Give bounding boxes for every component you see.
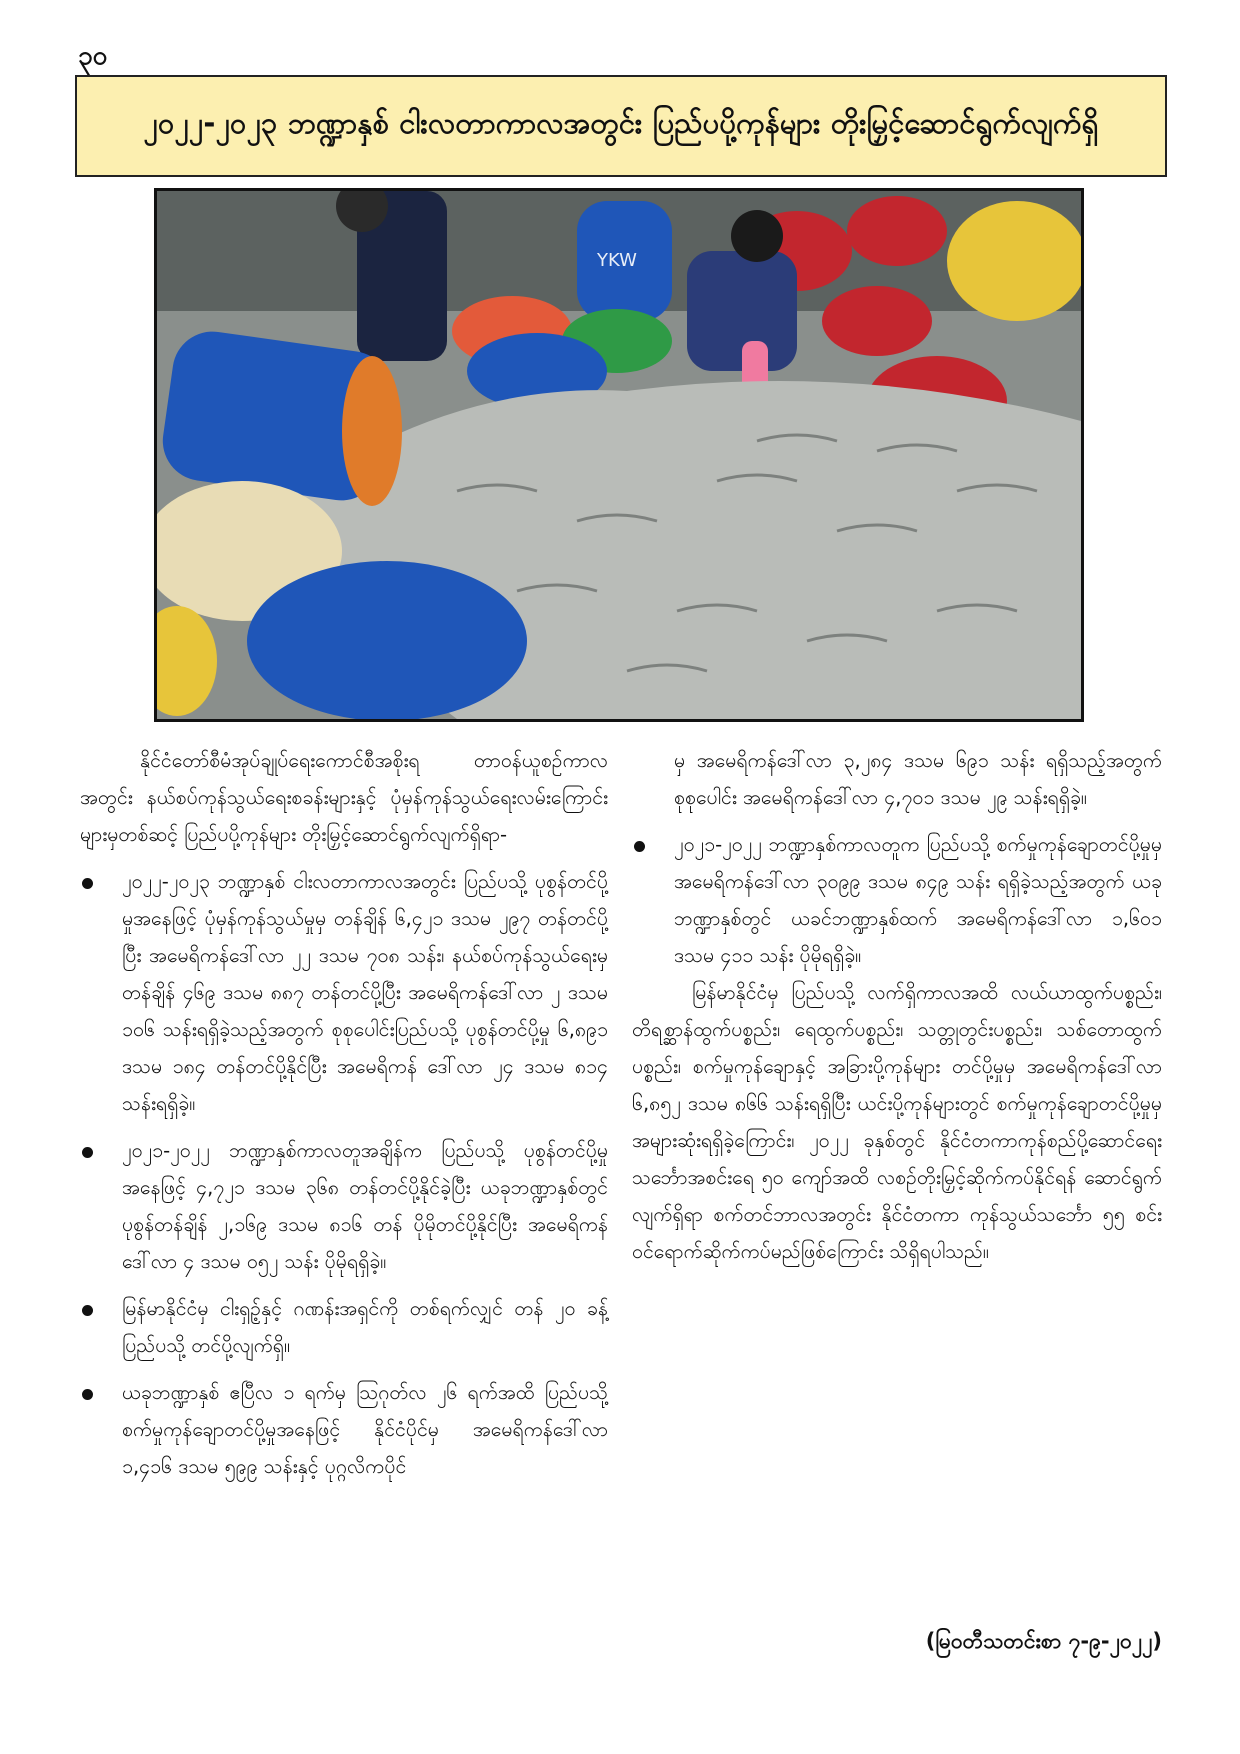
summary-paragraph: မြန်မာနိုင်ငံမှ ပြည်ပသို့ လက်ရှိကာလအထိ လယ်ယာထွက်ပစ္စည်း၊ တိရစ္ဆာန်ထွက်ပစ္စည်း၊ ရေထွက်ပစ္စည်း၊ သတ္တုတွင်းပစ္စည်း၊ သစ်တောထွက်ပစ္စည်း၊ စက်မှုကုန်ချောနှင့် အခြားပို့ကုန်များ တင်ပို့မှုမှ အမေရိကန်ဒေါ်လာ ၆,၈၅၂ ဒသမ ၈၆၆ သန်းရရှိပြီး ယင်းပို့ကုန်များတွင် စက်မှုကုန်ချောတင်ပို့မှုမှ အများဆုံးရရှိခဲ့ကြောင်း၊ ၂၀၂၂ ခုနှစ်တွင် နိုင်ငံတကာကုန်စည်ပို့ဆောင်ရေးသင်္ဘောအစင်းရေ ၅၀ ကျော်အထိ လစဉ်တိုးမြှင့်ဆိုက်ကပ်နိုင်ရန် ဆောင်ရွက်လျက်ရှိရာ စက်တင်ဘာလအတွင်း နိုင်ငံတကာ ကုန်သွယ်သင်္ဘော ၅၅ စင်း ဝင်ရောက်ဆိုက်ကပ်မည်ဖြစ်ကြောင်း သိရှိရပါသည်။ [632, 981, 1162, 1263]
barrel-rim [342, 356, 402, 506]
intro-paragraph: နိုင်ငံတော်စီမံအုပ်ချုပ်ရေးကောင်စီအစိုးရ တာဝန်ယူစဉ်ကာလအတွင်း နယ်စပ်ကုန်သွယ်ရေးစခန်းများနှင့် ပုံမှန်ကုန်သွယ်ရေးလမ်းကြောင်းများမှတစ်ဆင့် ပြည်ပပို့ကုန်များ တိုးမြှင့်ဆောင်ရွက်လျက်ရှိရာ- [80, 749, 608, 846]
bullet-text: ၂၀၂၂-၂၀၂၃ ဘဏ္ဍာနှစ် ငါးလတာကာလအတွင်း ပြည်ပသို့ ပုစွန်တင်ပို့မှုအနေဖြင့် ပုံမှန်ကုန်သွယ်မှုမှ တန်ချိန် ၆,၄၂၁ ဒသမ ၂၉၇ တန်တင်ပို့ပြီး အမေရိကန်ဒေါ်လာ ၂၂ ဒသမ ၇၀၈ သန်း၊ နယ်စပ်ကုန်သွယ်ရေးမှ တန်ချိန် ၄၆၉ ဒသမ ၈၈၇ တန်တင်ပို့ပြီး အမေရိကန်ဒေါ်လာ ၂ ဒသမ ၁၀၆ သန်းရရှိခဲ့သည့်အတွက် စုစုပေါင်းပြည်ပသို့ ပုစွန်တင်ပို့မှု ၆,၈၉၁ ဒသမ ၁၈၄ တန်တင်ပို့နိုင်ပြီး အမေရိကန် ဒေါ်လာ ၂၄ ဒသမ ၈၁၄ သန်းရရှိခဲ့။ [122, 870, 608, 1115]
list-item [80, 1132, 608, 1280]
page-number: ၃၀ [78, 41, 108, 71]
photo-illustration [157, 191, 1081, 719]
bullet-icon [82, 1389, 93, 1400]
red-basket-back-2 [847, 196, 947, 266]
bullet-icon [82, 878, 93, 889]
headline-box [75, 75, 1167, 177]
list-item [80, 863, 608, 1122]
barrel-label: YKW [597, 250, 637, 271]
headline: ၂၀၂၂-၂၀၂၃ ဘဏ္ဍာနှစ် ငါးလတာကာလအတွင်း ပြည်ပပို့ကုန်များ တိုးမြှင့်ဆောင်ရွက်လျက်ရှိ [143, 105, 1099, 140]
source-citation: (မြဝတီသတင်းစာ ၇-၉-၂၀၂၂) [925, 1629, 1162, 1653]
bullet-icon [634, 841, 645, 852]
list-item [80, 1374, 608, 1485]
bullet-icon [82, 1305, 93, 1316]
continued-text: မှ အမေရိကန်ဒေါ်လာ ၃,၂၈၄ ဒသမ ၆၉၁ သန်း ရရှိသည့်အတွက် စုစုပေါင်း အမေရိကန်ဒေါ်လာ ၄,၇၀၁ ဒသမ ၂၉ သန်းရရှိခဲ့။ [674, 749, 1162, 809]
bullet-text: ယခုဘဏ္ဍာနှစ် ဧပြီလ ၁ ရက်မှ ဩဂုတ်လ ၂၆ ရက်အထိ ပြည်ပသို့ စက်မှုကုန်ချောတင်ပို့မှုအနေဖြင့် နိုင်ငံပိုင်မှ အမေရိကန်ဒေါ်လာ ၁,၄၁၆ ဒသမ ၅၉၉ သန်းနှင့် ပုဂ္ဂလိကပိုင် [122, 1381, 608, 1478]
list-item [80, 1290, 608, 1364]
yellow-basket-right [947, 201, 1081, 321]
bullet-text: မြန်မာနိုင်ငံမှ ငါးရှဉ့်နှင့် ဂဏန်းအရှင်ကို တစ်ရက်လျှင် တန် ၂၀ ခန့် ပြည်ပသို့ တင်ပို့လျက်ရှိ။ [122, 1297, 608, 1357]
red-basket-mid [822, 286, 932, 356]
bullet-icon [82, 1147, 93, 1158]
fish-market-photo [154, 188, 1084, 722]
bullet-text: ၂၀၂၁-၂၀၂၂ ဘဏ္ဍာနှစ်ကာလတူက ပြည်ပသို့ စက်မှုကုန်ချောတင်ပို့မှုမှ အမေရိကန်ဒေါ်လာ ၃၀၉၉ ဒသမ ၈၄၉ သန်း ရရှိခဲ့သည့်အတွက် ယခုဘဏ္ဍာနှစ်တွင် ယခင်ဘဏ္ဍာနှစ်ထက် အမေရိကန်ဒေါ်လာ ၁,၆၀၁ ဒသမ ၄၁၁ သန်း ပိုမိုရရှိခဲ့။ [674, 833, 1162, 967]
left-bullet-list [80, 863, 608, 1485]
bullet-text: ၂၀၂၁-၂၀၂၂ ဘဏ္ဍာနှစ်ကာလတူအချိန်က ပြည်ပသို့ ပုစွန်တင်ပို့မှုအနေဖြင့် ၄,၇၂၁ ဒသမ ၃၆၈ တန်တင်ပို့နိုင်ခဲ့ပြီး ယခုဘဏ္ဍာနှစ်တွင် ပုစွန်တန်ချိန် ၂,၁၆၉ ဒသမ ၈၁၆ တန် ပိုမိုတင်ပို့နိုင်ပြီး အမေရိကန်ဒေါ်လာ ၄ ဒသမ ၀၅၂ သန်း ပိုမိုရရှိခဲ့။ [122, 1139, 608, 1273]
worker-right-head [731, 210, 783, 262]
right-bullet-list [632, 826, 1162, 974]
blue-basket-front [247, 561, 527, 719]
list-item [632, 826, 1162, 974]
right-column [632, 742, 1162, 1270]
left-column [80, 742, 608, 1485]
